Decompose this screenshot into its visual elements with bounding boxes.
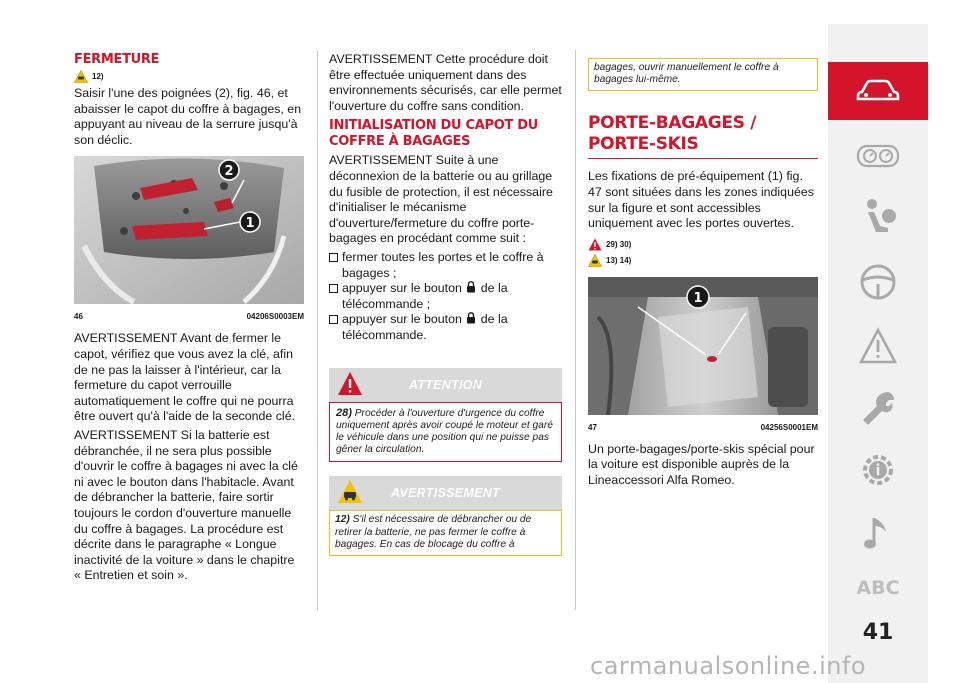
watermark: carmanualsonline.info — [590, 652, 867, 680]
sidebar-item-emergency[interactable] — [828, 320, 928, 372]
sidebar-item-driving[interactable] — [828, 256, 928, 308]
sidebar-item-car[interactable] — [828, 62, 928, 120]
attention-block — [329, 368, 562, 463]
sidebar-item-safety[interactable] — [828, 192, 928, 240]
callout-2: 2 — [224, 164, 234, 180]
paragraph: AVERTISSEMENT Cette procédure doit être effectuée uniquement dans des environnements sécurisés, car elle permet l'ouverture du coffre sans condition. — [329, 52, 562, 113]
avertissement-block — [329, 476, 562, 556]
checkbox-bullet-icon — [329, 284, 338, 293]
chapter-sidebar — [828, 24, 928, 683]
specifications-icon — [858, 450, 898, 490]
index-label: ABC — [856, 577, 900, 599]
paragraph: Les fixations de pré-équipement (1) fig. 47 sont situées dans les zones indiquées sur la figure et sont accessibles uniquement avec les portes ouvertes. — [588, 169, 814, 231]
paragraph: Saisir l'une des poignées (2), fig. 46, et abaisser le capot du coffre à bagages, en appuyant au niveau de la serrure jusqu'à son déclic. — [74, 86, 302, 147]
red-warning-triangle-icon — [337, 371, 363, 397]
column-3 — [588, 58, 818, 492]
steering-wheel-icon — [858, 262, 898, 302]
car-icon — [856, 78, 900, 104]
figure-number: 46 — [74, 312, 83, 322]
figure-number: 47 — [588, 422, 597, 432]
reference-number: 29) 30) — [606, 239, 632, 249]
paragraph: AVERTISSEMENT Suite à une déconnexion de la batterie ou au grillage du fusible de protection, il est nécessaire d'initialiser le mécanisme d'ouverture/fermeture du coffre porte-bagages en procédant comme suit : — [329, 153, 553, 246]
figure-code: 04256S0001EM — [760, 422, 818, 432]
column-2 — [329, 52, 562, 556]
note-number: 12) — [335, 514, 350, 526]
warning-reference — [74, 70, 304, 83]
checkbox-bullet-icon — [329, 253, 338, 262]
roof-rack-mount-photo — [588, 277, 818, 415]
warning-triangle-icon — [858, 327, 898, 365]
yellow-warning-triangle-icon — [337, 479, 363, 505]
yellow-warning-triangle-icon — [74, 70, 88, 83]
list-item: appuyer sur le bouton de la télécommande. — [329, 312, 562, 343]
figure-caption — [74, 312, 304, 321]
sidebar-item-index[interactable] — [828, 570, 928, 606]
attention-title: ATTENTION — [408, 377, 483, 392]
airbag-passenger-icon — [858, 196, 898, 236]
figure-46 — [74, 156, 304, 321]
avertissement-header — [329, 476, 562, 510]
paragraph: Un porte-bagages/porte-skis spécial pour la voiture est disponible auprès de la Lineaccessori Alfa Romeo. — [588, 441, 815, 487]
avertissement-note: 12) S'il est nécessaire de débrancher ou de retirer la batterie, ne pas fermer le coffre à bagages. En cas de blocage du coffre à — [329, 510, 562, 556]
note-number: 28) — [336, 406, 352, 419]
attention-note: 28) Procéder à l'ouverture d'urgence du coffre uniquement après avoir coupé le moteur et garé le véhicule dans une position qui ne puisse pas gêner la circulation. — [329, 402, 562, 463]
reference-number: 13) 14) — [606, 255, 632, 265]
section-heading-initialisation: INITIALISATION DU CAPOT DU COFFRE À BAGAGES — [329, 118, 539, 150]
sidebar-item-multimedia[interactable] — [828, 508, 928, 560]
column-divider — [575, 50, 576, 610]
warning-reference — [588, 238, 818, 251]
sidebar-item-specifications[interactable] — [828, 444, 928, 496]
page-number: 41 — [862, 620, 894, 645]
dashboard-gauges-icon — [856, 144, 900, 168]
list-item: appuyer sur le bouton de la télécommande ; — [329, 281, 562, 312]
music-note-icon — [860, 514, 896, 554]
figure-caption — [588, 423, 818, 432]
padlock-icon — [466, 281, 476, 293]
avertissement-title: AVERTISSEMENT — [390, 486, 500, 501]
avertissement-note-continued: bagages, ouvrir manuellement le coffre à bagages lui-même. — [588, 58, 818, 91]
yellow-warning-triangle-icon — [588, 254, 602, 267]
checkbox-bullet-icon — [329, 315, 338, 324]
list-item: fermer toutes les portes et le coffre à bagages ; — [329, 250, 562, 281]
callout-1: 1 — [245, 216, 255, 232]
trunk-lid-photo — [74, 156, 304, 304]
figure-47 — [588, 277, 818, 432]
section-heading-fermeture: FERMETURE — [74, 52, 160, 67]
sidebar-item-maintenance[interactable] — [828, 382, 928, 434]
callout-1: 1 — [693, 290, 703, 306]
warning-reference — [588, 254, 818, 267]
column-1 — [74, 52, 304, 587]
paragraph: AVERTISSEMENT Si la batterie est débranchée, il ne sera plus possible d'ouvrir le coffre à bagages ni avec la clé ni avec le bouton dans l'habitacle. Avant de débrancher la batterie, faire sortir toujours le cordon d'ouverture manuelle du coffre à bagages. La procédure est décrite dans le paragraphe « Longue inactivité de la voiture » dans le chapitre « Entretien et soin ». — [74, 427, 298, 583]
paragraph: AVERTISSEMENT Avant de fermer le capot, vérifiez que vous avez la clé, afin de ne pas la laisser à l'intérieur, car la fermeture du capot verrouille automatiquement le coffre qui ne pourra être ouvert qu'à l'aide de la seconde clé. — [74, 331, 296, 424]
padlock-icon — [466, 312, 476, 324]
red-warning-triangle-icon — [588, 238, 602, 251]
column-divider — [317, 50, 318, 610]
section-heading-porte-bagages: PORTE-BAGAGES / PORTE-SKIS — [588, 113, 818, 159]
reference-number: 12) — [92, 72, 104, 81]
sidebar-item-dashboard[interactable] — [828, 134, 928, 178]
figure-code: 04206S0003EM — [246, 312, 304, 322]
attention-header — [329, 368, 562, 402]
wrench-icon — [858, 388, 898, 428]
